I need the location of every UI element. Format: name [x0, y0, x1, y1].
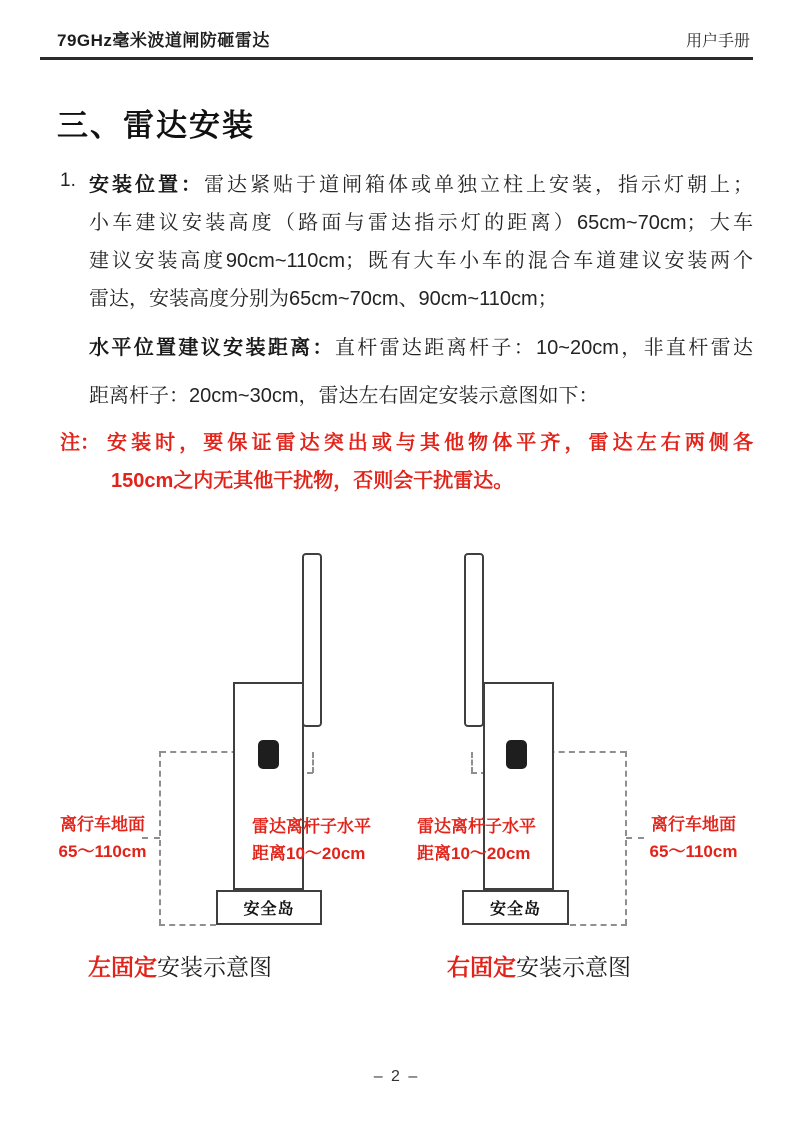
install-position-label: 安装位置：: [89, 174, 204, 196]
note-line-1: 安装时，要保证雷达突出或与其他物体平齐，雷达左右两侧各: [107, 432, 753, 454]
install-position-line-1: [89, 168, 753, 197]
right-caption-highlight: 右固定: [447, 954, 516, 980]
radar-pole-distance-label: [417, 813, 536, 867]
radar-device: [506, 740, 527, 769]
ground-distance-label-line1: 离行车地面: [651, 815, 736, 834]
barrier-arm: [302, 553, 322, 727]
horizontal-distance-text-1: 直杆雷达距离杆子：10~20cm，非直杆雷达: [334, 337, 753, 359]
install-position-line-2: 小车建议安装高度（路面与雷达指示灯的距离）65cm~70cm；大车: [89, 212, 753, 234]
horizontal-distance-line-2: 距离杆子：20cm~30cm，雷达左右固定安装示意图如下：: [89, 385, 599, 407]
section-title: 三、雷达安装: [57, 108, 255, 143]
left-caption-highlight: 左固定: [88, 954, 157, 980]
ground-distance-label: [50, 811, 155, 865]
header-doc-type: 用户手册: [685, 33, 750, 50]
right-pole-gap-stub: [471, 752, 473, 773]
left-diagram-caption: [88, 949, 272, 982]
radar-pole-distance-line2: 距离10～20cm: [417, 844, 531, 863]
right-caption-rest: 安装示意图: [516, 954, 631, 980]
note-line-2: 150cm之内无其他干扰物，否则会干扰雷达。: [111, 470, 514, 492]
radar-pole-distance-label: [252, 813, 371, 867]
left-caption-rest: 安装示意图: [157, 954, 272, 980]
radar-device: [258, 740, 279, 769]
safety-island-label: 安全岛: [489, 901, 541, 918]
safety-island: [216, 890, 322, 925]
right-diagram-caption: [447, 949, 631, 982]
note-prefix: 注：: [60, 432, 100, 454]
radar-pole-distance-line1: 雷达离杆子水平: [252, 817, 371, 836]
install-position-line-4: 雷达，安装高度分别为65cm~70cm、90cm~110cm；: [89, 288, 558, 310]
radar-pole-distance-line1: 雷达离杆子水平: [417, 817, 536, 836]
radar-pole-distance-line2: 距离10～20cm: [252, 844, 366, 863]
ground-distance-label-line2: 65～110cm: [649, 842, 738, 861]
page-header: [40, 30, 753, 60]
list-number: 1.: [60, 170, 76, 191]
horizontal-distance-label: 水平位置建议安装距离：: [89, 337, 335, 359]
ground-distance-label-line2: 65～110cm: [58, 842, 147, 861]
installation-diagrams: [0, 545, 793, 990]
ground-distance-label-line1: 离行车地面: [60, 815, 145, 834]
horizontal-distance-line-1: [89, 331, 753, 360]
left-ground-line: [159, 924, 216, 926]
install-position-text-1: 雷达紧贴于道闸箱体或单独立柱上安装，指示灯朝上；: [204, 174, 753, 196]
install-position-line-3: 建议安装高度90cm~110cm；既有大车小车的混合车道建议安装两个: [89, 250, 753, 272]
ground-distance-label: [641, 811, 746, 865]
safety-island-label: 安全岛: [243, 901, 295, 918]
page-number: – 2 –: [373, 1068, 420, 1085]
safety-island: [462, 890, 569, 925]
header-product-title: 79GHz毫米波道闸防砸雷达: [57, 31, 270, 50]
left-pole-gap-stub: [312, 752, 314, 773]
barrier-arm: [464, 553, 484, 727]
right-ground-line: [570, 924, 627, 926]
